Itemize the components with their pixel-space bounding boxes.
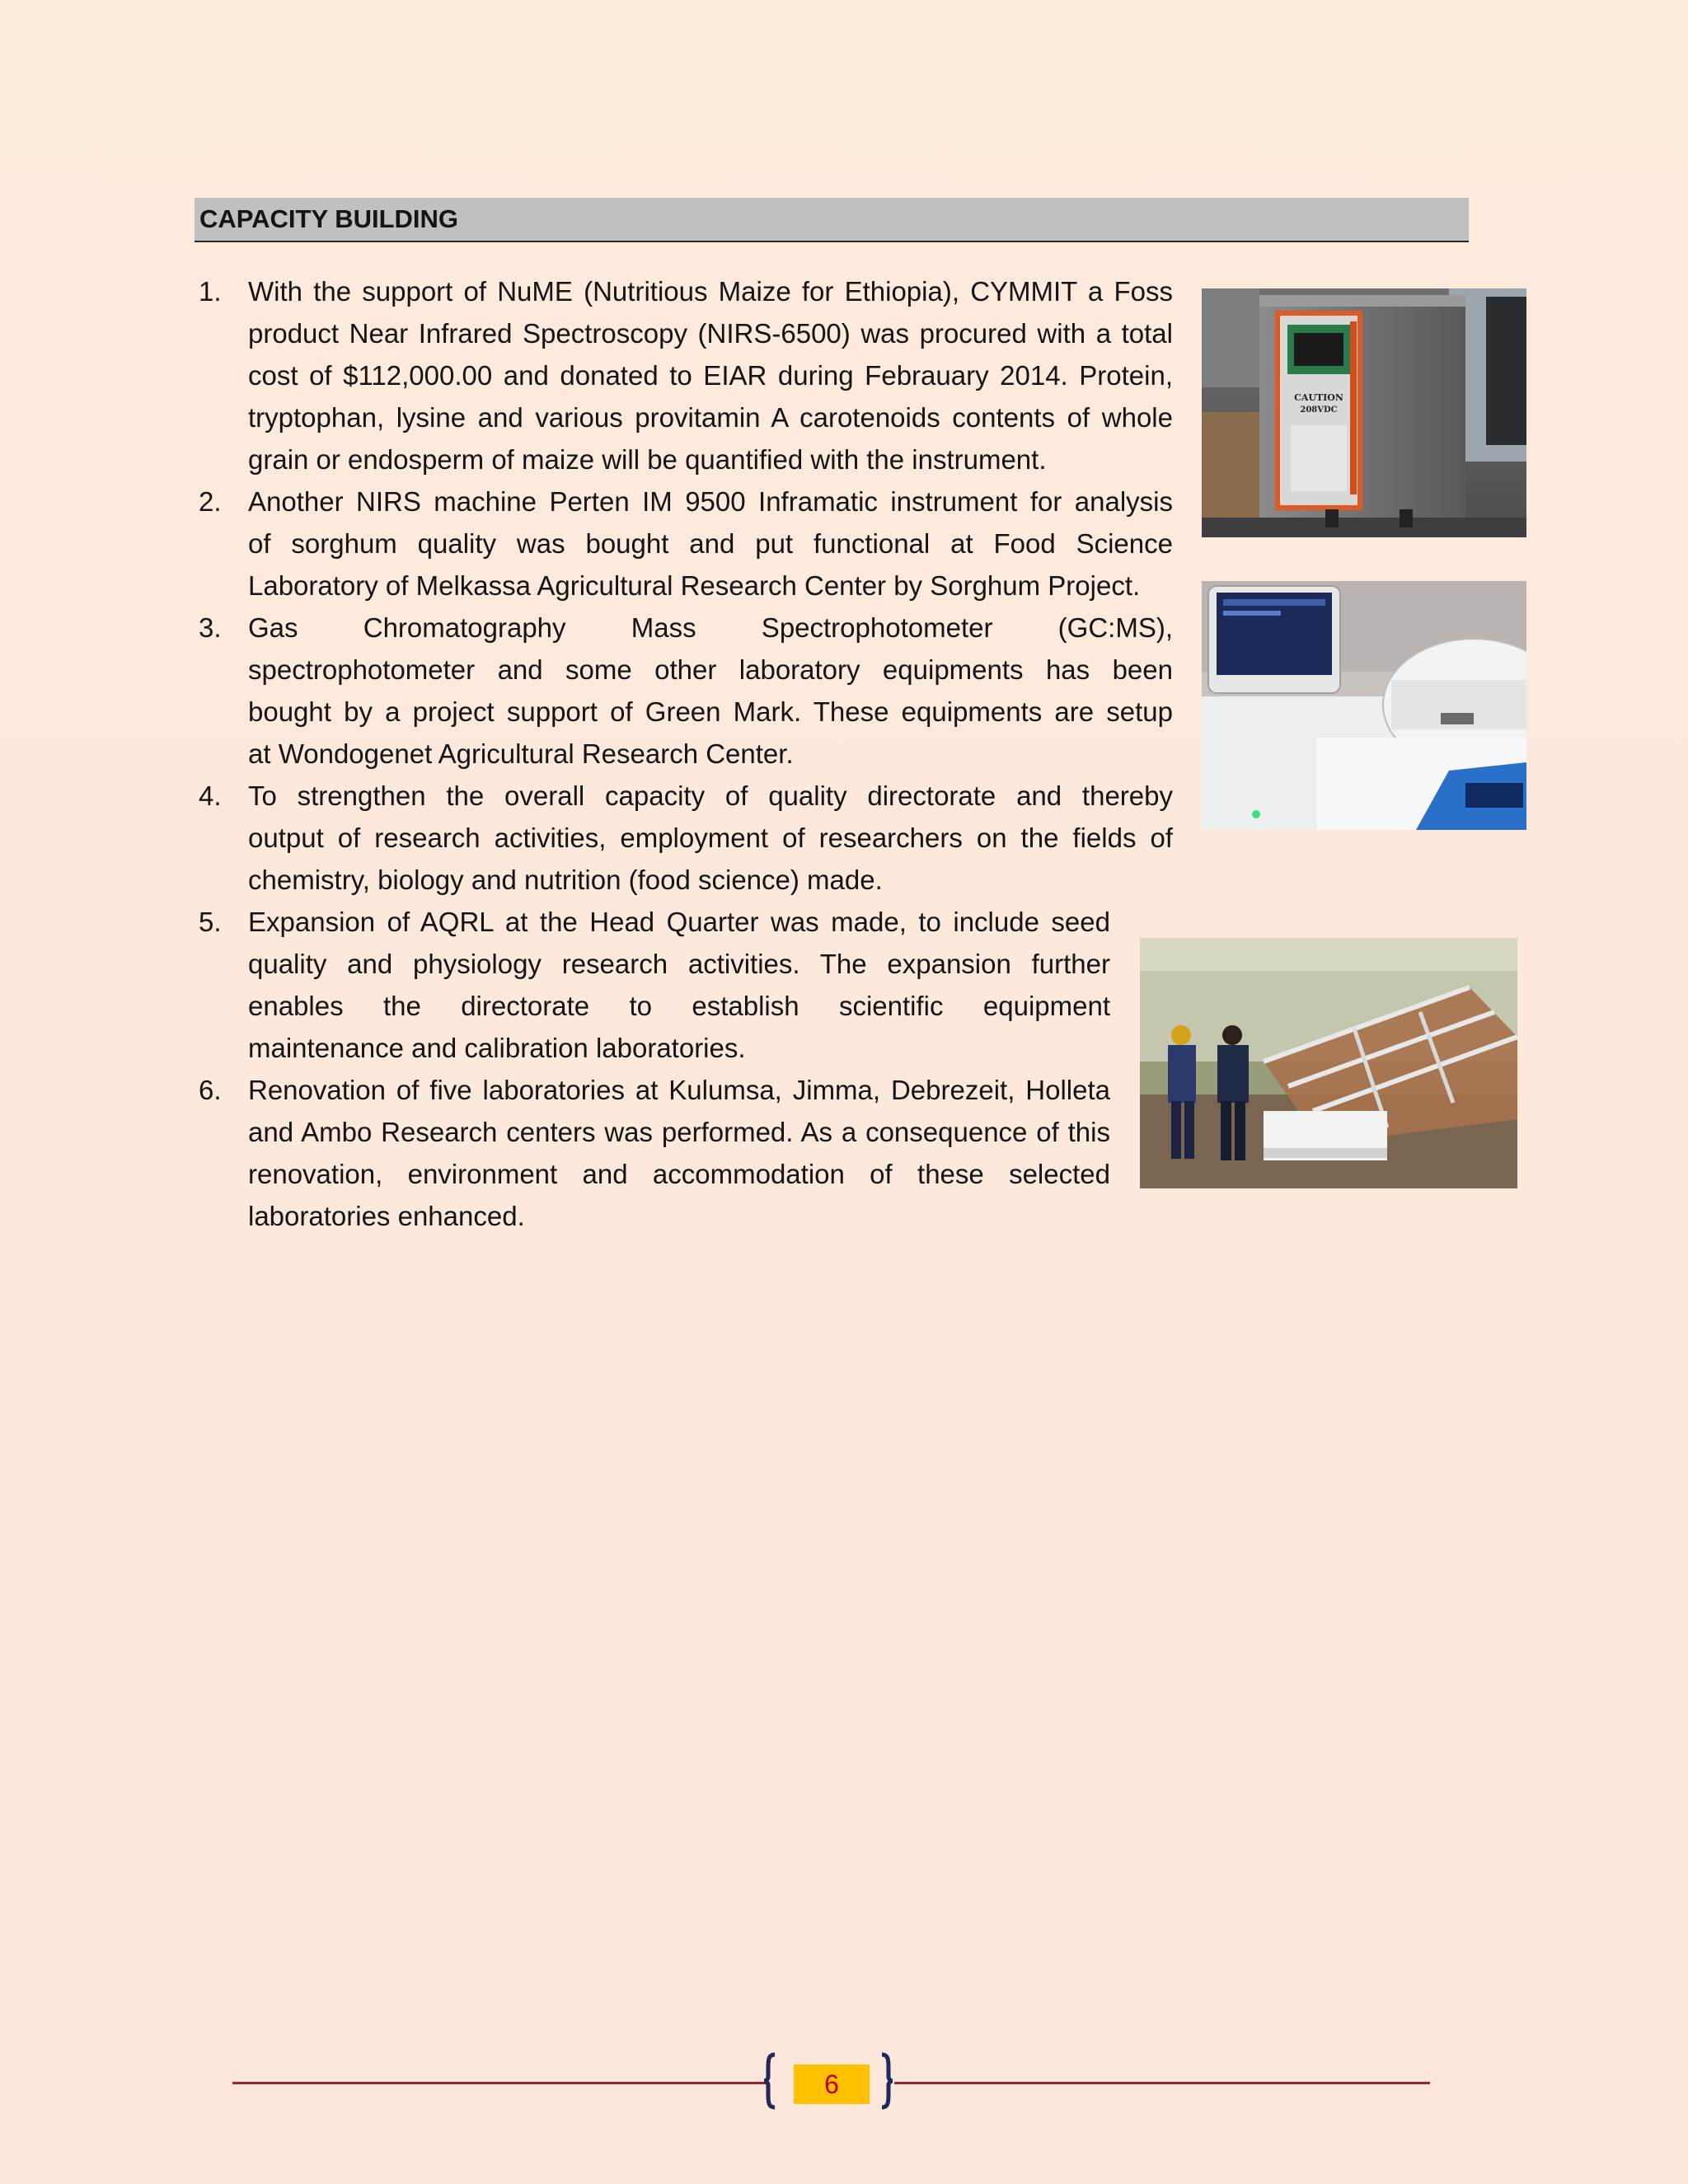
caution-label: CAUTION xyxy=(1294,392,1343,403)
item-line: Expansion of AQRL at the Head Quarter was made, to include seed xyxy=(248,907,1110,937)
page-number: 6 xyxy=(794,2064,870,2104)
item-line: Gas Chromatography Mass Spectrophotometer (GC:MS), xyxy=(248,612,1173,643)
item-number: 4. xyxy=(199,780,222,811)
item-line: Renovation of five laboratories at Kulumsa, Jimma, Debrezeit, Holleta xyxy=(248,1075,1110,1105)
item-line: grain or endosperm of maize will be quantified with the instrument. xyxy=(248,444,1047,475)
item-line: enables the directorate to establish scientific equipment xyxy=(248,991,1110,1021)
item-line: cost of $112,000.00 and donated to EIAR during Febrauary 2014. Protein, xyxy=(248,360,1173,391)
item-line: laboratories enhanced. xyxy=(248,1201,525,1231)
item-line: maintenance and calibration laboratories. xyxy=(248,1033,746,1063)
item-line: at Wondogenet Agricultural Research Center. xyxy=(248,738,794,769)
left-bracket-icon xyxy=(763,2052,776,2110)
item-line: quality and physiology research activities. The expansion further xyxy=(248,949,1110,979)
laboratory-renovation-photo xyxy=(1140,938,1517,1188)
voltage-label: 208VDC xyxy=(1300,405,1338,415)
footer-rule-left xyxy=(232,2082,770,2084)
item-line: bought by a project support of Green Mark. These equipments are setup xyxy=(248,696,1173,727)
footer-rule-right xyxy=(894,2082,1430,2084)
section-header xyxy=(195,198,1469,242)
item-line: Laboratory of Melkassa Agricultural Research Center by Sorghum Project. xyxy=(248,570,1141,601)
item-line: chemistry, biology and nutrition (food science) made. xyxy=(248,865,883,895)
nirs-instrument-photo xyxy=(1202,288,1526,537)
item-line: To strengthen the overall capacity of quality directorate and thereby xyxy=(248,780,1173,811)
section-title: CAPACITY BUILDING xyxy=(199,204,459,233)
right-bracket-icon xyxy=(880,2052,893,2110)
item-line: Another NIRS machine Perten IM 9500 Inframatic instrument for analysis xyxy=(248,486,1173,517)
item-line: output of research activities, employment of researchers on the fields of xyxy=(248,823,1173,853)
item-line: of sorghum quality was bought and put functional at Food Science xyxy=(248,528,1173,559)
item-line: renovation, environment and accommodation of these selected xyxy=(248,1159,1110,1189)
item-line: and Ambo Research centers was performed. As a consequence of this xyxy=(248,1117,1110,1147)
item-line: tryptophan, lysine and various provitamin A carotenoids contents of whole xyxy=(248,402,1173,433)
item-line: spectrophotometer and some other laboratory equipments has been xyxy=(248,654,1173,685)
item-number: 2. xyxy=(199,486,222,517)
item-number: 5. xyxy=(199,907,222,937)
item-line: product Near Infrared Spectroscopy (NIRS-6500) was procured with a total xyxy=(248,318,1173,349)
gcms-equipment-photo xyxy=(1202,581,1526,830)
item-line: With the support of NuME (Nutritious Maize for Ethiopia), CYMMIT a Foss xyxy=(248,276,1173,307)
item-number: 1. xyxy=(199,276,222,307)
item-number: 3. xyxy=(199,612,222,643)
item-number: 6. xyxy=(199,1075,222,1105)
